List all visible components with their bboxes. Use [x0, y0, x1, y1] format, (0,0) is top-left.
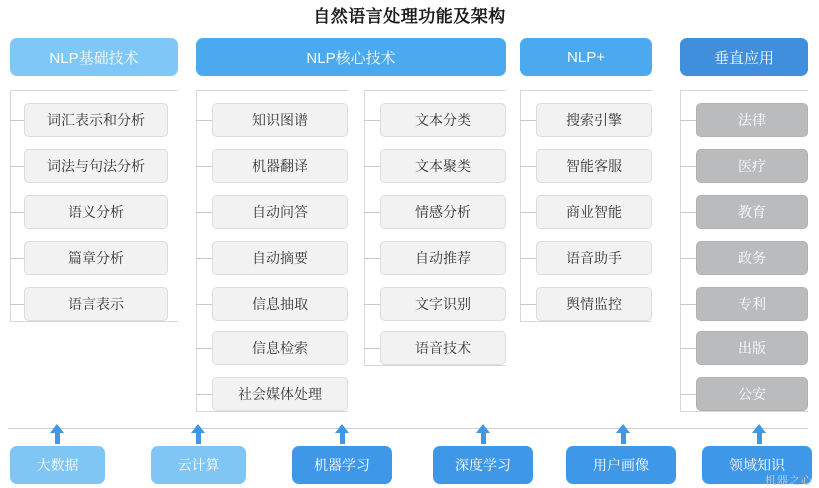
column-nlp-basic: [10, 38, 178, 76]
node-basic-2[interactable]: 词法与句法分析: [24, 149, 168, 183]
node-plus-4[interactable]: 语音助手: [536, 241, 652, 275]
connector: [10, 258, 24, 259]
connector: [196, 258, 212, 259]
node-vertical-3[interactable]: 教育: [696, 195, 808, 229]
connector: [364, 258, 380, 259]
node-core-l6[interactable]: 信息检索: [212, 331, 348, 365]
column-nlp-core: [196, 38, 506, 76]
node-plus-1[interactable]: 搜索引擎: [536, 103, 652, 137]
connector: [196, 304, 212, 305]
arrow-up-icon: [50, 424, 64, 433]
node-core-l4[interactable]: 自动摘要: [212, 241, 348, 275]
arrow-up-icon: [191, 424, 205, 433]
arrow-stem: [55, 432, 60, 444]
arrow-up-icon: [335, 424, 349, 433]
connector: [520, 258, 536, 259]
connector: [520, 304, 536, 305]
node-core-r6[interactable]: 语音技术: [380, 331, 506, 365]
node-vertical-7[interactable]: 公安: [696, 377, 808, 411]
connector: [680, 258, 696, 259]
connector: [364, 120, 380, 121]
connector: [196, 212, 212, 213]
foundation-pill-3[interactable]: 深度学习: [433, 446, 533, 484]
connector: [364, 304, 380, 305]
page-title: 自然语言处理功能及架构: [313, 7, 506, 26]
node-vertical-6[interactable]: 出版: [696, 331, 808, 365]
foundation-pill-2[interactable]: 机器学习: [292, 446, 392, 484]
node-core-l7[interactable]: 社会媒体处理: [212, 377, 348, 411]
connector: [364, 348, 380, 349]
arrow-stem: [621, 432, 626, 444]
node-basic-4[interactable]: 篇章分析: [24, 241, 168, 275]
connector: [364, 166, 380, 167]
arrow-up-icon: [616, 424, 630, 433]
column-vertical-apps: [680, 38, 808, 76]
node-basic-5[interactable]: 语言表示: [24, 287, 168, 321]
connector: [196, 394, 212, 395]
node-core-l1[interactable]: 知识图谱: [212, 103, 348, 137]
column-header-nlp-plus[interactable]: NLP+: [520, 38, 652, 76]
column-nlp-plus: [520, 38, 652, 76]
connector: [680, 304, 696, 305]
node-plus-5[interactable]: 舆情监控: [536, 287, 652, 321]
connector: [10, 120, 24, 121]
connector: [680, 348, 696, 349]
connector: [10, 166, 24, 167]
node-core-r4[interactable]: 自动推荐: [380, 241, 506, 275]
arrow-up-icon: [752, 424, 766, 433]
connector: [520, 120, 536, 121]
column-header-vertical-apps[interactable]: 垂直应用: [680, 38, 808, 76]
node-plus-2[interactable]: 智能客服: [536, 149, 652, 183]
connector: [520, 212, 536, 213]
arrow-stem: [196, 432, 201, 444]
node-core-l5[interactable]: 信息抽取: [212, 287, 348, 321]
arrow-stem: [481, 432, 486, 444]
connector: [680, 166, 696, 167]
node-core-r1[interactable]: 文本分类: [380, 103, 506, 137]
connector: [196, 120, 212, 121]
foundation-pill-1[interactable]: 云计算: [151, 446, 246, 484]
column-header-nlp-basic[interactable]: NLP基础技术: [10, 38, 178, 76]
node-core-l3[interactable]: 自动问答: [212, 195, 348, 229]
watermark: 机器之心: [765, 475, 813, 487]
connector: [680, 120, 696, 121]
node-core-r2[interactable]: 文本聚类: [380, 149, 506, 183]
foundation-pill-0[interactable]: 大数据: [10, 446, 105, 484]
foundation-divider: [8, 428, 808, 429]
node-core-l2[interactable]: 机器翻译: [212, 149, 348, 183]
arrow-stem: [757, 432, 762, 444]
foundation-pill-5[interactable]: 领域知识: [702, 446, 812, 484]
foundation-pill-4[interactable]: 用户画像: [566, 446, 676, 484]
node-basic-3[interactable]: 语义分析: [24, 195, 168, 229]
connector: [10, 212, 24, 213]
node-core-r5[interactable]: 文字识别: [380, 287, 506, 321]
connector: [680, 212, 696, 213]
connector: [196, 166, 212, 167]
node-basic-1[interactable]: 词汇表示和分析: [24, 103, 168, 137]
column-header-nlp-core[interactable]: NLP核心技术: [196, 38, 506, 76]
node-vertical-1[interactable]: 法律: [696, 103, 808, 137]
node-vertical-2[interactable]: 医疗: [696, 149, 808, 183]
connector: [520, 166, 536, 167]
node-plus-3[interactable]: 商业智能: [536, 195, 652, 229]
node-core-r3[interactable]: 情感分析: [380, 195, 506, 229]
node-vertical-5[interactable]: 专利: [696, 287, 808, 321]
connector: [196, 348, 212, 349]
connector: [10, 304, 24, 305]
node-vertical-4[interactable]: 政务: [696, 241, 808, 275]
arrow-up-icon: [476, 424, 490, 433]
connector: [364, 212, 380, 213]
arrow-stem: [340, 432, 345, 444]
connector: [680, 394, 696, 395]
